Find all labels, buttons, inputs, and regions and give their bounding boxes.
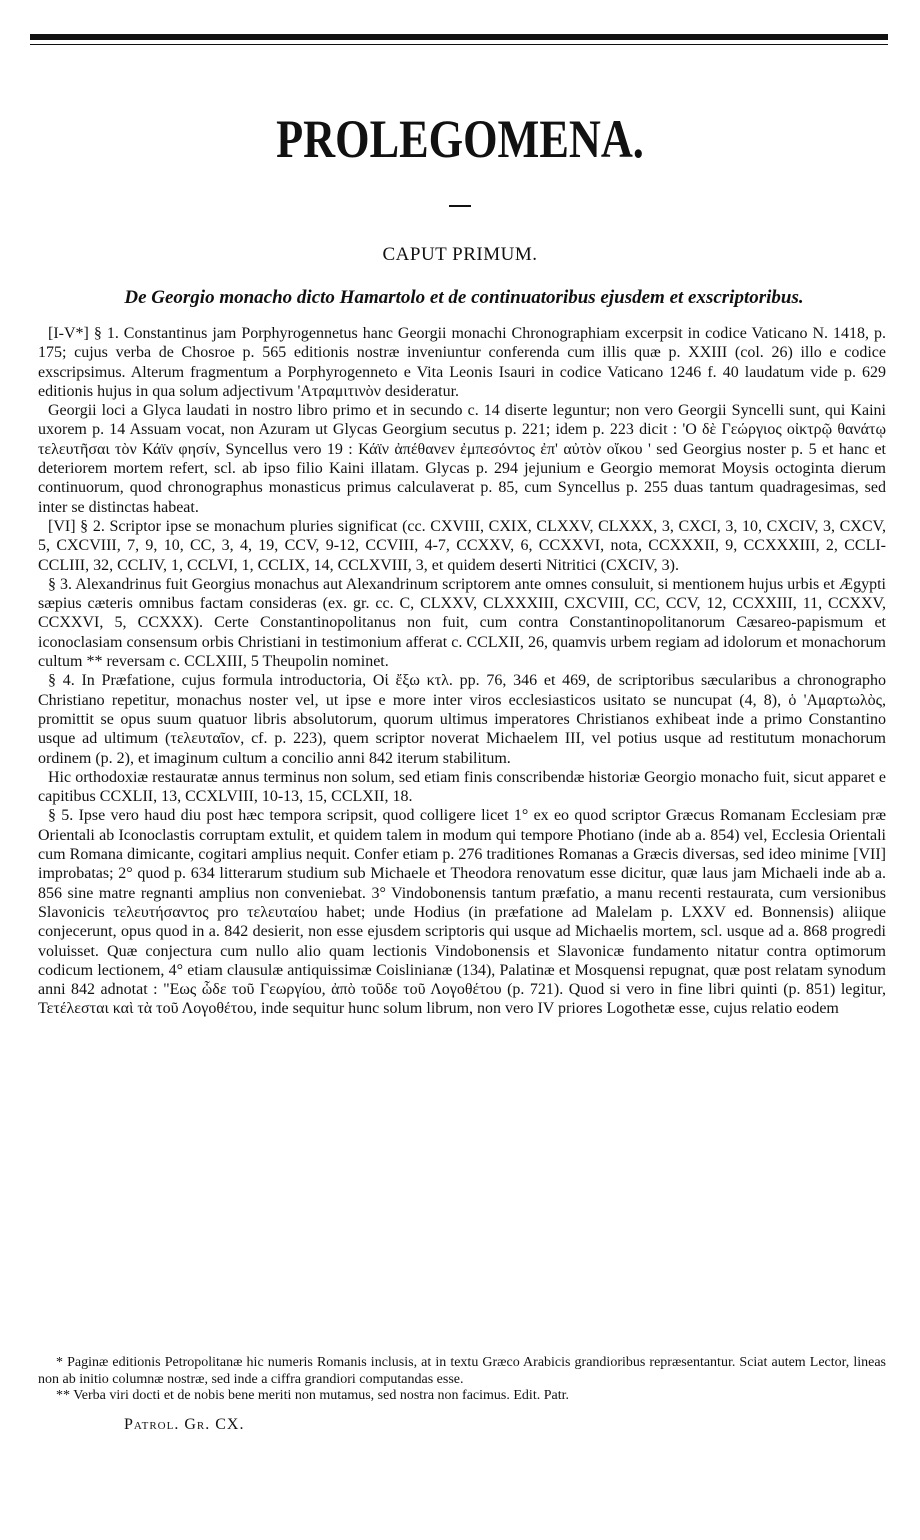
chapter-heading: CAPUT PRIMUM. <box>382 244 538 265</box>
page-title: PROLEGOMENA. <box>276 109 644 169</box>
main-text <box>38 324 886 1019</box>
paragraph: Georgii loci a Glyca laudati in nostro libro primo et in secundo c. 14 diserte leguntur; non vero Georgii Syncelli sunt, qui Kaini uxorem p. 14 Assuam vocat, non Azuram ut Glycas Georgium secutus p. 221; idem p. 223 dicit : 'Ο δὲ Γεώργιος οἰκτρῷ θανάτῳ τελευτῆσαι τὸν Κάϊν φησίν, Syncellus vero 19 : Κάϊν ἀπέθανεν ἐμπεσόντος ἐπ' αὐτὸν οἴκου ' sed Georgius noster p. 5 et hanc et deteriorem mortem refert, scl. ab ipso filio Kaini illatam. Glycas p. 294 jejunium e Georgio memorat Moysis octoginta dierum continuorum, quod chronographus monasticus primus calculaverat p. 85, cum Syncellus p. 255 duas tantum quadragesimas, sed inter se distinctas habeat. <box>38 402 886 516</box>
footnote: * Paginæ editionis Petropolitanæ hic numeris Romanis inclusis, at in textu Græco Arabicis grandioribus repræsentantur. Sciat autem Lector, lineas non ab initio columnæ nostræ, sed inde a ciffra grandiori computandas esse. <box>38 1355 886 1387</box>
title-divider <box>449 205 471 207</box>
top-rule-thin <box>30 44 888 45</box>
paragraph: § 4. In Præfatione, cujus formula introductoria, Οἱ ἔξω κτλ. pp. 76, 346 et 469, de scriptoribus sæcularibus a chronographo Christiano repetitur, monachus noster vel, ut ipse e more inter viros ecclesiasticos usitato se nuncupat (4, 8), ὁ 'Αμαρτωλὸς, promittit se opus suum quatuor libris absolutorum, quorum ultimus imperatores Christianos exhibeat inde a primo Constantino usque ad ultimum (τελευταῖον, cf. p. 223), quem scriptor noverat Michaelem III, vel potius usque ad restitutum monachorum ordinem (p. 2), et imaginum cultum a concilio anni 842 iterum stabilitum. <box>38 672 886 767</box>
paragraph: [I-V*] § 1. Constantinus jam Porphyrogennetus hanc Georgii monachi Chronographiam excerpsit in codice Vaticano N. 1418, p. 175; cujus verba de Chosroe p. 565 editionis nostræ inveniuntur conferenda cum illis quæ p. XXIII (col. 26) illo e codice exscripsimus. Alterum fragmentum a Porphyrogenneto e Vita Leonis Isauri in codice Vaticano 1246 f. 40 laudatum vide p. 629 editionis hujus in qua solum adjectivum 'Ατραμιτινὸν desideratur. <box>38 325 886 400</box>
chapter-subtitle: De Georgio monacho dicto Hamartolo et de continuatoribus ejusdem et exscriptoribus. <box>124 287 804 308</box>
footnote: ** Verba viri docti et de nobis bene meriti non mutamus, sed nostra non facimus. Edit. Patr. <box>56 1388 569 1403</box>
volume-signature: Patrol. Gr. CX. <box>124 1416 245 1433</box>
top-rule-thick <box>30 34 888 40</box>
paragraph: [VI] § 2. Scriptor ipse se monachum pluries significat (cc. CXVIII, CXIX, CLXXV, CLXXX, 3, CXCI, 3, 10, CXCIV, 3, CXCV, 5, CXCVIII, 7, 9, 10, CC, 3, 4, 19, CCV, 9-12, CCVIII, 4-7, CCXXV, 6, CCXXVI, nota, CCXXXII, 9, CCXXXIII, 2, CCLI-CCLIII, 32, CCLIV, 1, CCLVI, 1, CCLIX, 14, CCLXVIII, 3, et quidem deserti Nitritici (CXCIV, 3). <box>38 517 886 574</box>
footnotes <box>38 1355 886 1405</box>
paragraph: Hic orthodoxiæ restauratæ annus terminus non solum, sed etiam finis conscribendæ historiæ Georgio monacho fuit, sicut apparet e capitibus CCXLII, 13, CCXLVIII, 10-13, 15, CCLXII, 18. <box>38 768 886 806</box>
paragraph: § 3. Alexandrinus fuit Georgius monachus aut Alexandrinum scriptorem ante omnes consuluit, si mentionem hujus urbis et Ægypti sæpius cæteris omnibus factam consideras (ex. gr. cc. C, CLXXV, CLXXXIII, CXCVIII, CC, CCV, 12, CCXXIII, 11, CCXXV, CCXXVI, 5, CCXXX). Certe Constantinopolitanus non fuit, cum contra Constantinopolitanorum Cæsareo-papismum et iconoclasiam consensum orbis Christiani in testimonium afferat c. CCLXII, 26, quamvis urbem regiam ad idolorum et monachorum cultum ** reversam c. CCLXIII, 5 Theupolin nominet. <box>38 575 886 671</box>
paragraph: § 5. Ipse vero haud diu post hæc tempora scripsit, quod colligere licet 1° ex eo quod scriptor Græcus Romanam Ecclesiam præ Orientali ab Iconoclastis corruptam extulit, et quidem talem in modum qui tempore Photiano (inde ab a. 854) vel, Ecclesia Orientali cum Romana dimicante, cogitari amplius nequit. Confer etiam p. 276 traditiones Romanas a Græcis diversas, sed ideo minime [VII] improbatas; 2° quod p. 634 litterarum studium sub Michaele et Theodora renovatum esse dicitur, quæ laus jam Michaeli inde ab a. 856 sine matre regnanti amplius non conveniebat. 3° Vindobonensis tantum præfatio, a manu recenti restaurata, cum versionibus Slavonicis τελευτήσαντος pro τελευταίου habet; unde Hodius (in præfatione ad Malelam p. LXXV ed. Bonnensis) aliique conjecerunt, opus quod in a. 842 desierit, non esse ejusdem scriptoris qui usque ad Michaelis mortem, scl. usque ad a. 868 progredi voluisset. Quæ conjectura cum nullo alio quam lectionis Vindobonensis et Slavonicæ fundamento nitatur contra optimorum codicum lectionem, 4° etiam clausulæ antiquissimæ Coislinianæ (134), Palatinæ et Mosquensi repugnat, quæ post relatam synodum anni 842 adnotat : "Εως ὧδε τοῦ Γεωργίου, ἀπὸ τοῦδε τοῦ Λογοθέτου (p. 721). Quod si vero in fine libri quinti (p. 851) legitur, Τετέλεσται καὶ τὰ τοῦ Λογοθέτου, inde sequitur hunc solum librum, non vero IV priores Logothetæ esse, cujus relatio eodem <box>38 807 886 1018</box>
